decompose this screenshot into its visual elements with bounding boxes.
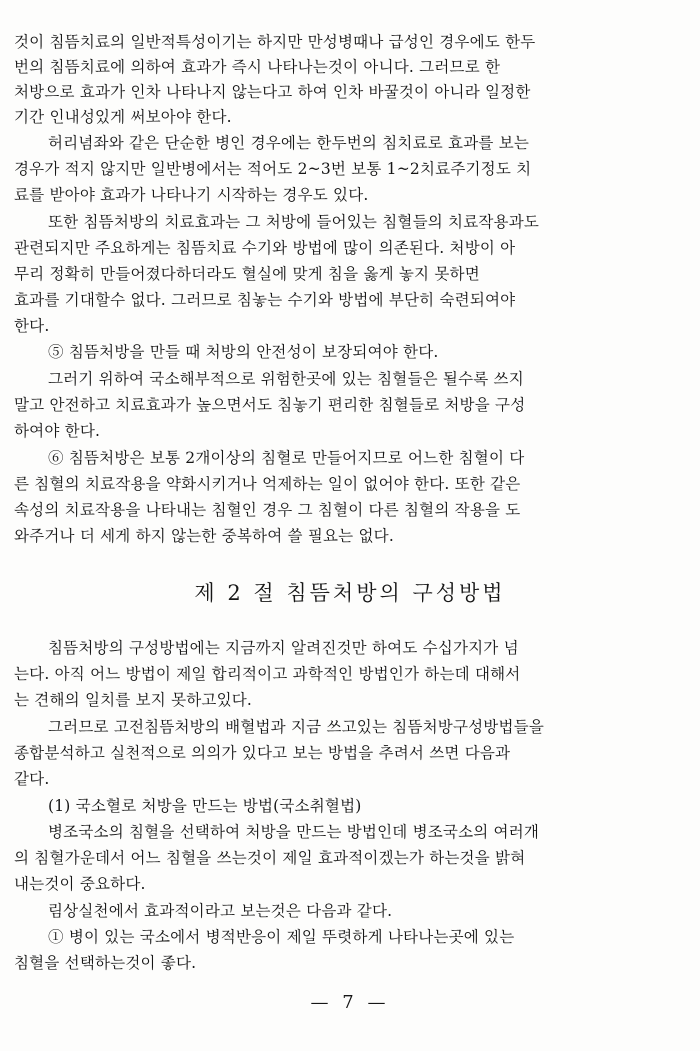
text-line: 침뜸처방의 구성방법에는 지금까지 알려진것만 하여도 수십가지가 넘 <box>48 639 519 657</box>
text-line: 침혈을 선택하는것이 좋다. <box>14 954 197 972</box>
text-line: 무리 정확히 만들어졌다하더라도 혈실에 맞게 침을 옳게 놓지 못하면 <box>14 265 480 283</box>
text-line: 속성의 치료작용을 나타내는 침혈인 경우 그 침혈이 다른 침혈의 작용을 도 <box>14 501 521 519</box>
text-line: 내는것이 중요하다. <box>14 875 146 893</box>
text-line: 한다. <box>14 317 50 335</box>
text-line: 말고 안전하고 치료효과가 높으면서도 침놓기 편리한 침혈들로 처방을 구성 <box>14 396 526 414</box>
text-line: 또한 침뜸처방의 치료효과는 그 처방에 들어있는 침혈들의 치료작용과도 <box>48 213 540 231</box>
text-line: 림상실천에서 효과적이라고 보는것은 다음과 같다. <box>48 902 393 920</box>
text-line: 효과를 기대할수 없다. 그러므로 침놓는 수기와 방법에 부단히 숙련되여야 <box>14 291 516 309</box>
text-line: 른 침혈의 치료작용을 약화시키거나 억제하는 일이 없어야 한다. 또한 같은 <box>14 475 521 493</box>
text-line: 병조국소의 침혈을 선택하여 처방을 만드는 방법인데 병조국소의 여러개 <box>48 823 540 841</box>
text-line: 같다. <box>14 770 50 788</box>
text-line: 그러므로 고전침뜸처방의 배혈법과 지금 쓰고있는 침뜸처방구성방법들을 <box>48 718 545 736</box>
text-line: 료를 받아야 효과가 나타나기 시작하는 경우도 있다. <box>14 186 369 204</box>
text-line: 그러기 위하여 국소해부적으로 위험한곳에 있는 침혈들은 될수록 쓰지 <box>48 370 524 388</box>
list-item: ⑥ 침뜸처방은 보통 2개이상의 침혈로 만들어지므로 어느한 침혈이 다 <box>48 449 525 467</box>
list-item: ① 병이 있는 국소에서 병적반응이 제일 뚜렷하게 나타나는곳에 있는 <box>48 928 515 946</box>
text-line: 는다. 아직 어느 방법이 제일 합리적이고 과학적인 방법인가 하는데 대해서 <box>14 665 521 683</box>
text-line: 종합분석하고 실천적으로 의의가 있다고 보는 방법을 추려서 쓰면 다음과 <box>14 744 511 762</box>
text-line: 관련되지만 주요하게는 침뜸치료 수기와 방법에 많이 의존된다. 처방이 아 <box>14 239 516 257</box>
section-heading: 제 2 절 침뜸처방의 구성방법 <box>194 581 506 605</box>
text-line: 와주거나 더 세게 하지 않는한 중복하여 쓸 필요는 없다. <box>14 527 394 545</box>
page-number: — 7 — <box>310 992 390 1013</box>
text-line: 허리념좌와 같은 단순한 병인 경우에는 한두번의 침치료로 효과를 보는 <box>48 134 530 152</box>
text-line: 처방으로 효과가 인차 나타나지 않는다고 하여 인차 바꿀것이 아니라 일정한 <box>14 83 531 101</box>
subsection-title: (1) 국소혈로 처방을 만드는 방법(국소취혈법) <box>48 797 362 815</box>
text-line: 경우가 적지 않지만 일반병에서는 적어도 2~3번 보통 1~2치료주기정도 치 <box>14 160 532 178</box>
text-line: 는 견해의 일치를 보지 못하고있다. <box>14 691 253 709</box>
list-item: ⑤ 침뜸처방을 만들 때 처방의 안전성이 보장되여야 한다. <box>48 343 439 361</box>
text-line: 번의 침뜸치료에 의하여 효과가 즉시 나타나는것이 아니다. 그러므로 한 <box>14 58 501 76</box>
text-line: 것이 침뜸치료의 일반적특성이기는 하지만 만성병때나 급성인 경우에도 한두 <box>14 33 536 51</box>
text-line: 의 침혈가운데서 어느 침혈을 쓰는것이 제일 효과적이겠는가 하는것을 밝혀 <box>14 849 526 867</box>
text-line: 기간 인내성있게 써보아야 한다. <box>14 108 232 126</box>
text-line: 하여야 한다. <box>14 422 101 440</box>
